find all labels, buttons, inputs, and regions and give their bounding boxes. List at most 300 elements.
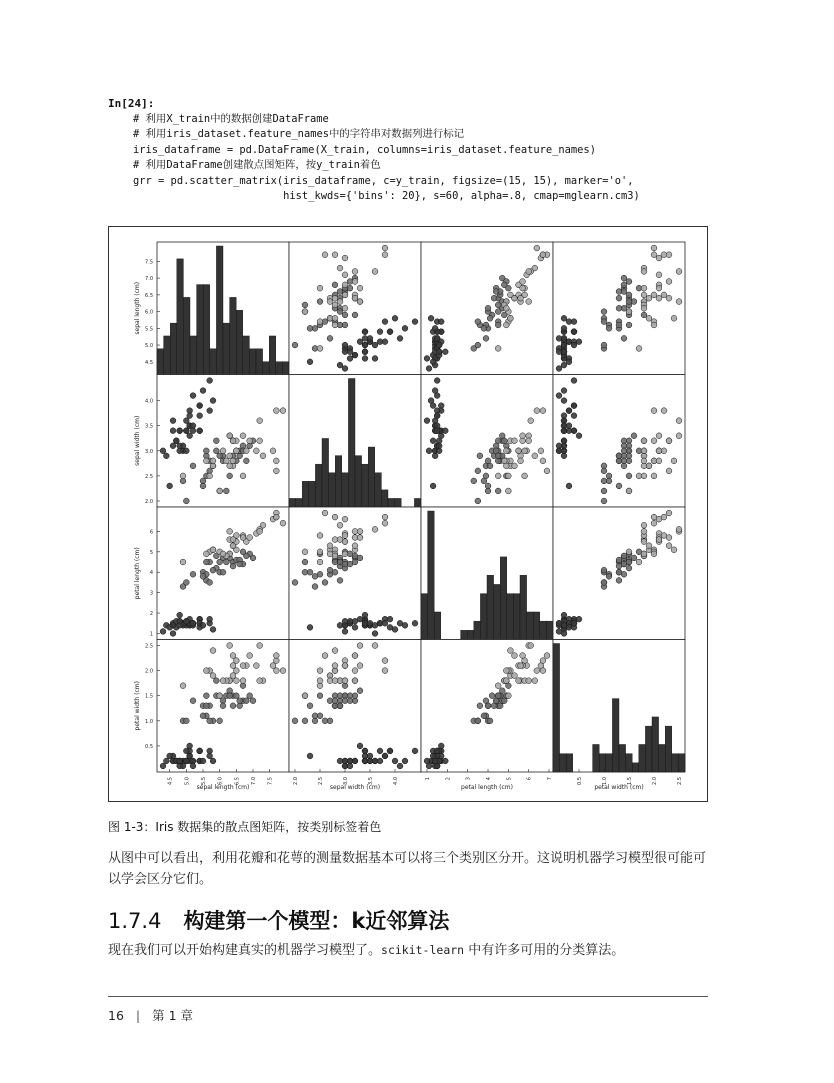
scatter-point	[302, 718, 308, 724]
scatter-point	[621, 282, 627, 288]
scatter-point	[661, 408, 667, 414]
scatter-point	[503, 678, 509, 684]
scatter-point	[520, 285, 526, 291]
scatter-point	[495, 302, 501, 308]
scatter-point	[342, 282, 348, 288]
scatter-point	[332, 514, 338, 520]
scatter-point	[200, 713, 206, 719]
scatter-point	[505, 473, 511, 479]
scatter-point	[656, 272, 662, 278]
x-tick-label: 3.0	[343, 777, 349, 785]
histogram-bar	[302, 481, 309, 507]
scatter-point	[210, 567, 216, 573]
histogram-bar	[335, 456, 342, 507]
scatter-point	[382, 668, 388, 674]
scatter-point	[532, 453, 538, 459]
scatter-point	[671, 315, 677, 321]
scatter-point	[616, 577, 622, 583]
scatter-point	[332, 648, 338, 654]
code-line: grr = pd.scatter_matrix(iris_dataframe, c=y_train, figsize=(15, 15), marker='o',	[108, 174, 634, 187]
scatter-point	[220, 678, 226, 684]
x-tick-label: 1	[425, 777, 431, 781]
histogram-bar	[289, 498, 296, 507]
scatter-point	[357, 643, 363, 649]
scatter-point	[183, 580, 189, 586]
x-tick-label: 6	[526, 777, 533, 781]
scatter-point	[352, 352, 358, 358]
scatter-point	[362, 356, 368, 362]
histogram-bar	[190, 336, 197, 375]
y-tick-label: 4	[149, 570, 153, 577]
scatter-point	[347, 618, 353, 624]
histogram-bar	[500, 557, 507, 640]
scatter-point	[180, 473, 186, 479]
scatter-point	[372, 342, 378, 348]
scatter-point	[382, 319, 388, 325]
scatter-point	[434, 413, 440, 419]
histogram-bar	[593, 744, 600, 772]
y-tick-label: 2.0	[145, 668, 153, 675]
y-tick-label: 2.5	[145, 473, 153, 480]
scatter-point	[247, 438, 253, 444]
scatter-point	[651, 322, 657, 328]
x-tick-label: 0.5	[577, 777, 583, 785]
scatter-point	[243, 448, 249, 454]
scatter-point	[210, 673, 216, 679]
scatter-point	[505, 285, 511, 291]
histogram-bar	[309, 481, 316, 507]
scatter-point	[342, 255, 348, 261]
x-tick-label: 2.0	[652, 777, 658, 785]
scatter-point	[302, 302, 308, 308]
x-tick-label: 5.0	[184, 777, 191, 785]
scatter-point	[352, 624, 358, 630]
x-tick-label: 5.5	[201, 777, 207, 785]
scatter-point	[183, 758, 189, 764]
scatter-point	[507, 315, 513, 321]
scatter-point	[387, 748, 393, 754]
histogram-bar	[665, 726, 672, 772]
scatter-point	[317, 668, 323, 674]
histogram-bar	[672, 754, 679, 772]
scatter-point	[426, 366, 432, 372]
scatter-point	[495, 683, 501, 689]
histogram-bar	[566, 754, 573, 772]
scatter-point	[342, 292, 348, 298]
scatter-point	[352, 279, 358, 285]
scatter-point	[601, 580, 607, 586]
scatter-point	[646, 543, 652, 549]
scatter-point	[342, 539, 348, 545]
scatter-point	[571, 428, 577, 434]
scatter-point	[217, 559, 223, 565]
scatter-point	[528, 418, 534, 424]
code-line: # 利用DataFrame创建散点图矩阵，按y_train着色	[108, 159, 381, 171]
scatter-point	[322, 510, 328, 516]
histogram-bar	[467, 630, 474, 639]
histogram-bar	[216, 246, 223, 375]
scatter-point	[382, 245, 388, 251]
scatter-point	[512, 653, 518, 659]
scatter-point	[382, 658, 388, 664]
histogram-bar	[315, 464, 322, 507]
scatter-point	[197, 403, 203, 409]
scatter-point	[203, 693, 209, 699]
scatter-point	[217, 693, 223, 699]
scatter-point	[342, 272, 348, 278]
scatter-point	[430, 483, 436, 489]
footer-separator: |	[135, 1008, 141, 1023]
histogram-bar	[527, 612, 534, 640]
scatter-point	[220, 569, 226, 575]
scatter-point	[362, 335, 368, 341]
scatter-point	[337, 577, 343, 583]
histogram-bar	[282, 362, 289, 375]
scatter-point	[491, 295, 497, 301]
scatter-point	[317, 299, 323, 305]
inline-code: scikit-learn	[381, 943, 465, 957]
scatter-point	[273, 668, 279, 674]
scatter-point	[387, 624, 393, 630]
scatter-point	[180, 683, 186, 689]
scatter-point	[656, 458, 662, 464]
scatter-point	[243, 458, 249, 464]
scatter-point	[556, 366, 562, 372]
histogram-bar	[652, 717, 659, 772]
histogram-bar	[276, 362, 283, 375]
scatter-point	[512, 463, 518, 469]
scatter-point	[163, 758, 169, 764]
histogram-bar	[249, 349, 256, 375]
scatter-point	[412, 748, 418, 754]
scatter-point	[220, 448, 226, 454]
histogram-bar	[645, 726, 652, 772]
y-tick-label: 0.5	[145, 743, 153, 750]
scatter-point	[631, 433, 637, 439]
scatter-point	[621, 335, 627, 341]
scatter-point	[317, 678, 323, 684]
scatter-point	[332, 295, 338, 301]
scatter-point	[516, 678, 522, 684]
y-tick-label: 4.5	[145, 359, 153, 366]
histogram-bar	[296, 498, 303, 507]
scatter-point	[505, 693, 511, 699]
scatter-point	[332, 302, 338, 308]
scatter-point	[651, 438, 657, 444]
scatter-point	[203, 551, 209, 557]
histogram-bar	[243, 336, 250, 375]
scatter-point	[230, 673, 236, 679]
scatter-point	[606, 325, 612, 331]
scatter-point	[220, 703, 226, 709]
scatter-point	[337, 522, 343, 528]
scatter-point	[392, 758, 398, 764]
scatter-point	[160, 763, 166, 769]
scatter-point	[197, 413, 203, 419]
scatter-point	[522, 473, 528, 479]
scatter-point	[676, 433, 682, 439]
scatter-point	[651, 551, 657, 557]
scatter-point	[526, 678, 532, 684]
scatter-point	[337, 265, 343, 271]
scatter-matrix-chart	[109, 227, 707, 801]
scatter-point	[666, 468, 672, 474]
scatter-point	[561, 315, 567, 321]
scatter-point	[203, 448, 209, 454]
scatter-point	[442, 758, 448, 764]
scatter-point	[481, 713, 487, 719]
scatter-point	[641, 269, 647, 275]
scatter-point	[495, 693, 501, 699]
code-block	[108, 96, 640, 205]
scatter-point	[233, 668, 239, 674]
scatter-point	[503, 305, 509, 311]
scatter-point	[402, 622, 408, 628]
scatter-point	[434, 378, 440, 384]
code-line: # 利用X_train中的数据创建DataFrame	[108, 112, 329, 125]
scatter-point	[526, 438, 532, 444]
histogram-bar	[203, 285, 210, 375]
scatter-point	[317, 549, 323, 555]
scatter-point	[651, 473, 657, 479]
scatter-point	[382, 753, 388, 759]
scatter-point	[641, 438, 647, 444]
scatter-point	[332, 663, 338, 669]
histogram-bar	[513, 594, 520, 640]
scatter-point	[327, 335, 333, 341]
x-tick-label: 1.0	[602, 777, 608, 785]
scatter-point	[342, 533, 348, 539]
scatter-point	[167, 753, 173, 759]
scatter-point	[332, 553, 338, 559]
scatter-point	[362, 748, 368, 754]
chapter-label: 第 1 章	[152, 1008, 194, 1023]
scatter-point	[213, 438, 219, 444]
scatter-point	[347, 349, 353, 355]
scatter-point	[626, 488, 632, 494]
histogram-bar	[461, 630, 468, 639]
scatter-point	[342, 312, 348, 318]
y-axis-label: sepal length (cm)	[134, 281, 141, 335]
scatter-point	[499, 688, 505, 694]
scatter-point	[501, 458, 507, 464]
scatter-point	[210, 626, 216, 632]
histogram-bar	[678, 754, 685, 772]
scatter-point	[352, 678, 358, 684]
x-tick-label: 2.0	[293, 777, 299, 785]
scatter-point	[342, 305, 348, 311]
scatter-point	[561, 631, 567, 637]
scatter-point	[247, 535, 253, 541]
footer-rule	[108, 996, 708, 997]
scatter-point	[190, 463, 196, 469]
scatter-point	[332, 569, 338, 575]
scatter-point	[187, 433, 193, 439]
scatter-point	[641, 305, 647, 311]
scatter-point	[475, 718, 481, 724]
scatter-point	[601, 567, 607, 573]
scatter-point	[526, 269, 532, 275]
scatter-point	[342, 551, 348, 557]
y-tick-label: 2	[149, 611, 153, 618]
histogram-bar	[533, 612, 540, 640]
scatter-point	[337, 703, 343, 709]
scatter-point	[247, 693, 253, 699]
scatter-point	[485, 703, 491, 709]
scatter-point	[327, 299, 333, 305]
scatter-point	[260, 453, 266, 459]
scatter-point	[430, 438, 436, 444]
histogram-bar	[256, 349, 263, 375]
scatter-point	[173, 438, 179, 444]
scatter-point	[352, 668, 358, 674]
scatter-point	[676, 269, 682, 275]
scatter-point	[495, 473, 501, 479]
scatter-point	[503, 322, 509, 328]
scatter-point	[302, 549, 308, 555]
scatter-point	[160, 448, 166, 454]
scatter-point	[200, 573, 206, 579]
scatter-point	[641, 312, 647, 318]
scatter-point	[576, 433, 582, 439]
scatter-point	[392, 315, 398, 321]
scatter-point	[223, 458, 229, 464]
scatter-point	[561, 388, 567, 394]
scatter-point	[626, 453, 632, 459]
scatter-point	[518, 663, 524, 669]
histogram-bar	[197, 285, 204, 375]
y-tick-label: 3.5	[145, 423, 153, 430]
scatter-point	[207, 378, 213, 384]
histogram-bar	[434, 612, 441, 640]
x-axis-label: sepal width (cm)	[329, 784, 381, 791]
scatter-point	[352, 312, 358, 318]
scatter-point	[442, 428, 448, 434]
scatter-point	[485, 488, 491, 494]
scatter-point	[257, 678, 263, 684]
scatter-point	[183, 428, 189, 434]
scatter-point	[561, 398, 567, 404]
scatter-point	[357, 688, 363, 694]
y-tick-label: 7.5	[145, 259, 153, 266]
scatter-point	[485, 305, 491, 311]
scatter-point	[247, 653, 253, 659]
scatter-point	[203, 559, 209, 565]
scatter-point	[516, 448, 522, 454]
scatter-point	[170, 631, 176, 637]
x-axis-label: petal width (cm)	[594, 784, 644, 791]
histogram-bar	[375, 473, 382, 507]
scatter-point	[342, 516, 348, 522]
scatter-point	[601, 319, 607, 325]
scatter-point	[302, 693, 308, 699]
histogram-bar	[348, 379, 355, 508]
histogram-bar	[395, 498, 402, 507]
scatter-point	[656, 255, 662, 261]
y-tick-label: 1	[149, 631, 153, 638]
scatter-point	[160, 629, 166, 635]
scatter-point	[357, 339, 363, 345]
scatter-point	[571, 378, 577, 384]
scatter-point	[177, 618, 183, 624]
scatter-point	[257, 438, 263, 444]
y-tick-label: 2.5	[145, 643, 153, 650]
scatter-point	[307, 624, 313, 630]
scatter-point	[227, 693, 233, 699]
scatter-point	[230, 438, 236, 444]
scatter-point	[601, 468, 607, 474]
code-line: hist_kwds={'bins': 20}, s=60, alpha=.8, cmap=mglearn.cm3)	[108, 190, 640, 202]
scatter-point	[183, 748, 189, 754]
scatter-point	[233, 658, 239, 664]
scatter-point	[641, 539, 647, 545]
scatter-point	[317, 533, 323, 539]
scatter-point	[352, 543, 358, 549]
scatter-point	[436, 342, 442, 348]
scatter-point	[676, 418, 682, 424]
scatter-point	[561, 362, 567, 368]
scatter-point	[651, 514, 657, 520]
scatter-point	[347, 356, 353, 362]
scatter-point	[180, 559, 186, 565]
histogram-bar	[183, 297, 190, 374]
scatter-point	[190, 571, 196, 577]
histogram-bar	[560, 754, 567, 772]
scatter-point	[273, 458, 279, 464]
scatter-point	[210, 547, 216, 553]
scatter-point	[522, 448, 528, 454]
scatter-point	[387, 329, 393, 335]
scatter-point	[651, 520, 657, 526]
scatter-point	[626, 559, 632, 565]
scatter-point	[187, 743, 193, 749]
y-tick-label: 5.0	[145, 343, 153, 350]
scatter-point	[571, 413, 577, 419]
scatter-point	[183, 448, 189, 454]
scatter-point	[561, 325, 567, 331]
histogram-bar	[388, 498, 395, 507]
scatter-point	[432, 388, 438, 394]
scatter-point	[646, 295, 652, 301]
scatter-point	[317, 693, 323, 699]
scatter-point	[503, 668, 509, 674]
y-axis-label: petal width (cm)	[134, 681, 141, 731]
y-tick-label: 5.5	[145, 326, 153, 333]
scatter-point	[571, 342, 577, 348]
histogram-bar	[322, 438, 329, 507]
scatter-point	[292, 718, 298, 724]
histogram-bar	[659, 744, 666, 772]
scatter-point	[641, 458, 647, 464]
scatter-point	[477, 703, 483, 709]
scatter-point	[424, 418, 430, 424]
scatter-point	[481, 325, 487, 331]
scatter-point	[337, 362, 343, 368]
scatter-point	[436, 443, 442, 449]
x-tick-label: 4	[486, 777, 493, 781]
scatter-point	[167, 483, 173, 489]
scatter-point	[651, 408, 657, 414]
histogram-bar	[381, 490, 388, 507]
scatter-point	[621, 448, 627, 454]
histogram-bar	[553, 644, 560, 773]
scatter-point	[322, 580, 328, 586]
scatter-point	[357, 535, 363, 541]
scatter-point	[227, 433, 233, 439]
scatter-point	[540, 408, 546, 414]
scatter-point	[253, 448, 259, 454]
scatter-point	[280, 408, 286, 414]
